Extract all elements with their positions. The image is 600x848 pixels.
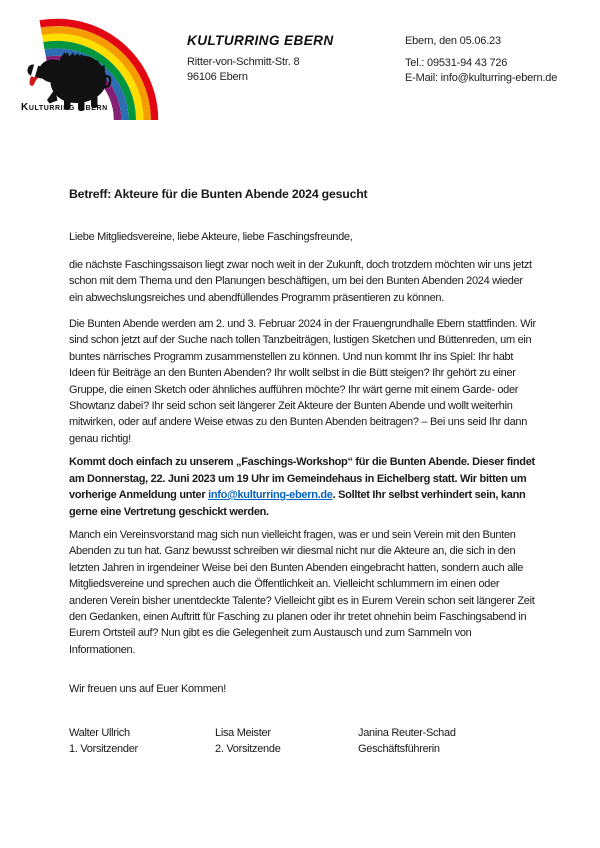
date-line: Ebern, den 05.06.23 xyxy=(405,35,501,47)
workshop-text-after-link: . Solltet Ihr selbst verhindert sein, kann gerne eine Vertretung geschickt werden. xyxy=(69,489,526,518)
salutation: Liebe Mitgliedsvereine, liebe Akteure, liebe Faschingsfreunde, xyxy=(69,231,353,244)
sender-block xyxy=(187,33,334,85)
signature-1 xyxy=(69,725,215,758)
subject-line: Betreff: Akteure für die Bunten Abende 2024 gesucht xyxy=(69,187,368,201)
signature-block xyxy=(69,725,537,758)
org-street: Ritter-von-Schmitt-Str. 8 xyxy=(187,56,300,68)
logo-wordmark: Kulturring Ebern xyxy=(21,102,108,113)
paragraph-intro: die nächste Faschingssaison liegt zwar noch weit in der Zukunft, doch trotzdem möchten wir uns jetzt schon mit dem Thema und den Planungen beschäftigen, um bei den Bunten Abenden 2024 wieder ein abwechslungsreiches und abendfüllendes Programm präsentieren zu können. xyxy=(69,258,532,304)
signature-name: Janina Reuter-Schad xyxy=(358,726,456,739)
contact-block xyxy=(405,35,557,86)
email-link[interactable]: info@kulturring-ebern.de xyxy=(208,489,333,502)
paragraph-workshop xyxy=(69,454,537,520)
closing-line: Wir freuen uns auf Euer Kommen! xyxy=(69,683,226,696)
org-name: KULTURRING EBERN xyxy=(187,33,334,48)
phone-line: Tel.: 09531-94 43 726 xyxy=(405,57,508,69)
signature-2 xyxy=(215,725,358,758)
signature-3 xyxy=(358,725,537,758)
org-city: 96106 Ebern xyxy=(187,71,248,83)
signature-role: 1. Vorsitzender xyxy=(69,742,138,755)
workshop-text-before-link: Kommt doch einfach zu unserem „Faschings-Workshop“ für die Bunten Abende. Dieser findet am Donnerstag, 22. Juni 2023 um 19 Uhr im Gemeindehaus in Eichelberg statt. Wir bitten um vorherige Anmeldung unter xyxy=(69,456,535,502)
signature-name: Walter Ullrich xyxy=(69,726,130,739)
paragraph-bunte-abende: Die Bunten Abende werden am 2. und 3. Februar 2024 in der Frauengrundhalle Ebern stattfinden. Wir sind schon jetzt auf der Suche nach tollen Tanzbeiträgen, lustigen Sketchen und Büttenreden, um ein buntes närrisches Programm zusammenstellen zu können. Und nun kommt Ihr ins Spiel: Ihr habt Ideen für Beiträge an den Bunten Abenden? Ihr wollt selbst in die Bütt steigen? Ihr gehört zu einer Gruppe, die einen Sketch oder ähnliches aufführen möchte? Ihr wärt gerne mit einem Garde- oder Showtanz dabei? Ihr seid schon seit längerer Zeit Akteure der Bunten Abende und wollt weiterhin mitwirken, oder auf andere Weise etwas zu den Bunten Abenden beitragen? – Bei uns seid Ihr dann genau richtig! xyxy=(69,318,536,445)
signature-name: Lisa Meister xyxy=(215,726,271,739)
email-line: E-Mail: info@kulturring-ebern.de xyxy=(405,72,558,84)
letter-body xyxy=(69,186,537,757)
signature-role: 2. Vorsitzende xyxy=(215,742,281,755)
paragraph-vereine: Manch ein Vereinsvorstand mag sich nun vielleicht fragen, was er und sein Verein mit den Bunten Abenden zu tun hat. Ganz bewusst schreiben wir diesmal nicht nur die Akteure an, die sich in den letzten Jahren in irgendeiner Weise bei den Bunten Abenden eingebracht hatten, sondern auch alle Mitgliedsvereine und sprechen auch die Öffentlichkeit an. Vielleicht schlummern im einen oder anderen Verein bisher unentdeckte Talente? Vielleicht gibt es in Eurem Verein schon seit längerer Zeit den Gedanken, einen Auftritt für Fasching zu planen oder ihr tretet ohnehin beim Faschingsabend in Eurem Ortsteil auf? Nun gibt es die Gelegenheit zum Austausch und zum Sammeln von Informationen. xyxy=(69,528,535,656)
signature-role: Geschäftsführerin xyxy=(358,742,440,755)
